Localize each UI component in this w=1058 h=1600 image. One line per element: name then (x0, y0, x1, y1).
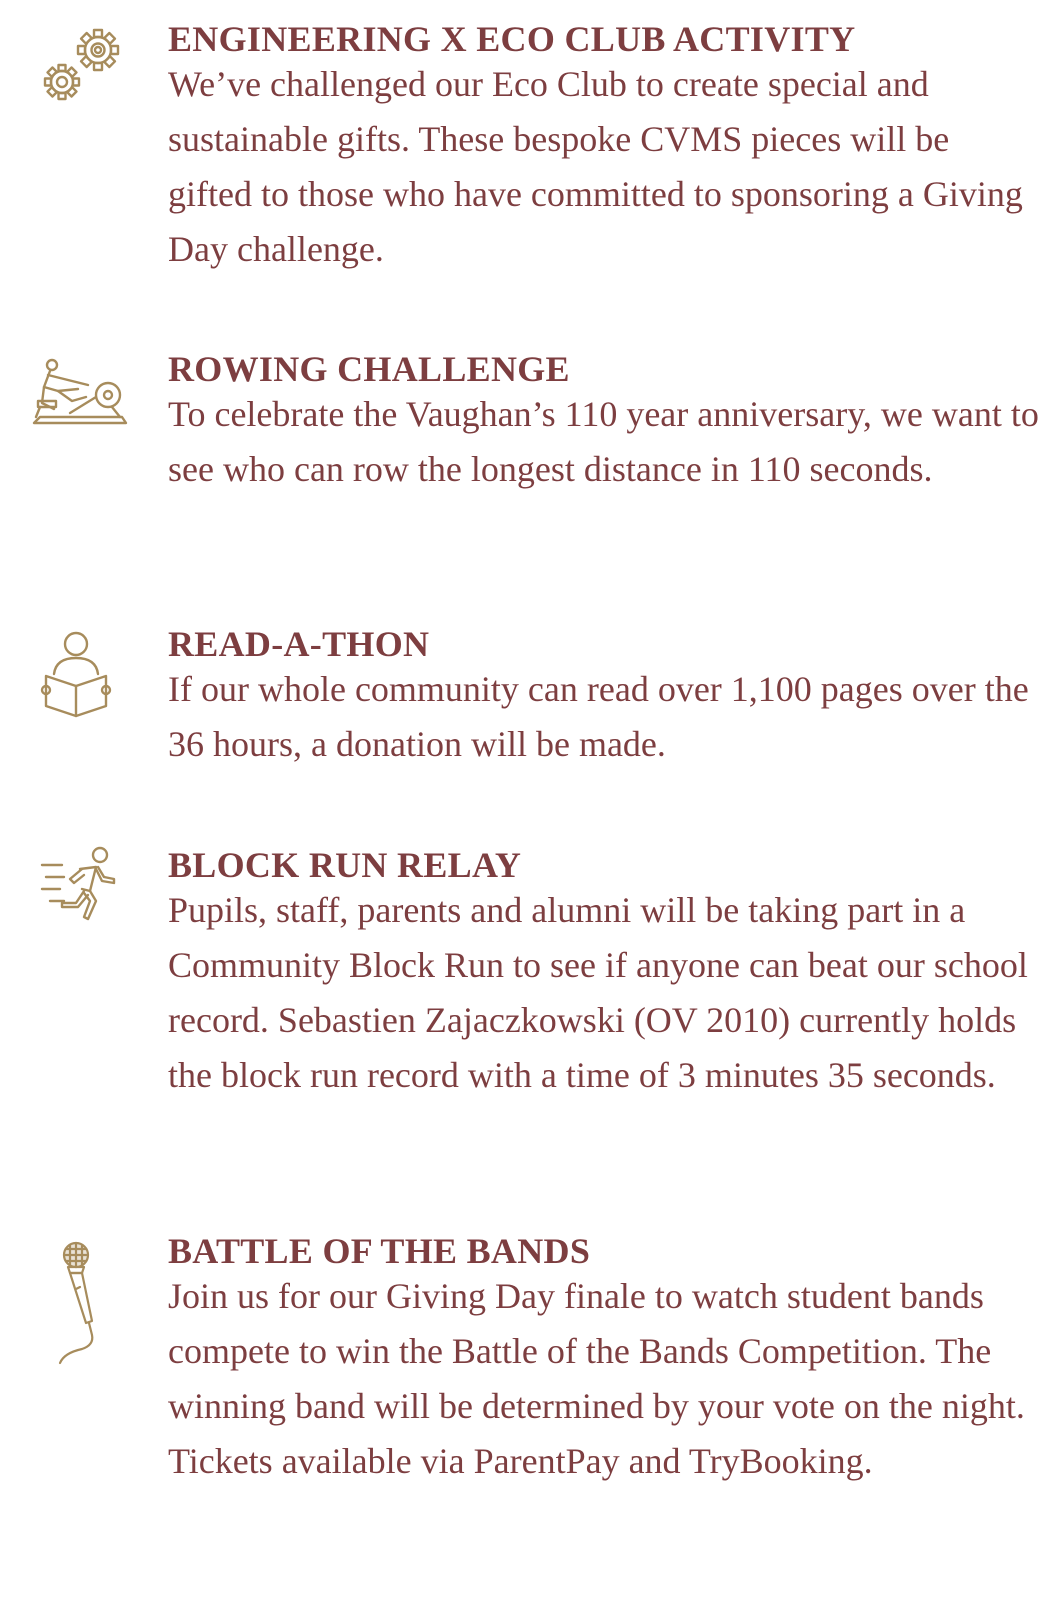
activity-title: BLOCK RUN RELAY (168, 845, 522, 885)
person-reading-icon (38, 624, 118, 724)
rowing-machine-icon (30, 347, 130, 447)
activity-description: We’ve challenged our Eco Club to create special and sustainable gifts. These bespoke CVMS pieces will be gifted to those who have committed to sponsoring a Giving Day challenge. (168, 64, 1023, 269)
activity-description: To celebrate the Vaughan’s 110 year anniversary, we want to see who can row the longest distance in 110 seconds. (168, 394, 1039, 489)
activity-description: Join us for our Giving Day finale to watch student bands compete to win the Battle of the Bands Competition. The winning band will be determined by your vote on the night. Tickets available via ParentPay and TryBooking. (168, 1276, 1025, 1481)
activity-title: ENGINEERING X ECO CLUB ACTIVITY (168, 19, 856, 59)
activity-title: BATTLE OF THE BANDS (168, 1231, 591, 1271)
running-person-icon (40, 845, 122, 925)
activity-title: ROWING CHALLENGE (168, 349, 570, 389)
microphone-icon (52, 1239, 112, 1379)
gears-icon (32, 22, 132, 122)
activity-title: READ-A-THON (168, 624, 430, 664)
activity-description: If our whole community can read over 1,100 pages over the 36 hours, a donation will be made. (168, 669, 1029, 764)
activity-description: Pupils, staff, parents and alumni will be taking part in a Community Block Run to see if anyone can beat our school record. Sebastien Zajaczkowski (OV 2010) currently holds the block run record with a time of 3 minutes 35 seconds. (168, 890, 1028, 1095)
